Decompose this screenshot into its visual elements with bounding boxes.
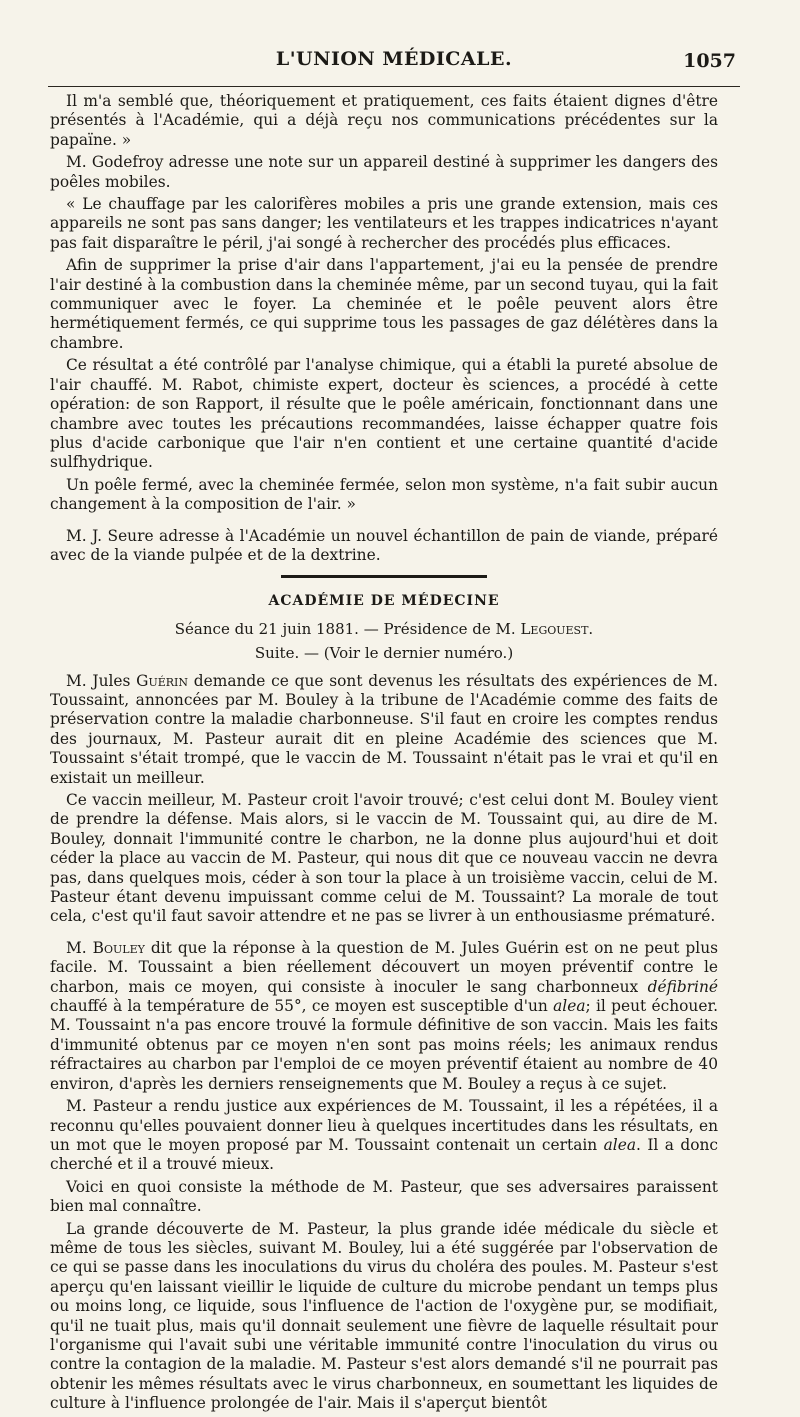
paragraph: Ce vaccin meilleur, M. Pasteur croit l'avoir trouvé; c'est celui dont M. Bouley vient de prendre la défense. Mais alors, si le vaccin de M. Toussaint qui, au dire de M. Bouley, donnait l'immunité contre le charbon, ne la donne plus aujourd'hui et doit céder la place au vaccin de M. Pasteur, qui nous dit que ce nouveau vaccin ne devra pas, dans quelques mois, céder à son tour la place à un troisième vaccin, celui de M. Pasteur étant devenu impuissant comme celui de M. Toussaint? La morale de tout cela, c'est qu'il faut savoir attendre et ne pas se livrer à un enthousiasme prématuré. xyxy=(50,791,718,926)
body-text xyxy=(50,92,718,1417)
paragraph: M. J. Seure adresse à l'Académie un nouvel échantillon de pain de viande, préparé avec de la viande pulpée et de la dextrine. xyxy=(50,526,718,564)
journal-title: L'UNION MÉDICALE. xyxy=(275,48,513,70)
paragraph: Voici en quoi consiste la méthode de M. Pasteur, que ses adversaires paraissent bien mal connaître. xyxy=(50,1177,718,1216)
paragraph: Un poêle fermé, avec la cheminée fermée, selon mon système, n'a fait subir aucun changement à la composition de l'air. » xyxy=(50,475,718,514)
paragraph: « Le chauffage par les calorifères mobiles a pris une grande extension, mais ces appareils ne sont pas sans danger; les ventilateurs et les trappes indicatrices n'ayant pas fait disparaître le péril, j'ai songé à rechercher des procédés plus efficaces. xyxy=(50,195,718,252)
president-name: Legouest xyxy=(520,619,589,638)
paragraph: M. Pasteur a rendu justice aux expériences de M. Toussaint, il les a répétées, il a reconnu qu'elles pouvaient donner lieu à quelques incertitudes dans les résultats, en un mot que le moyen proposé par M. Toussaint contenait un certain alea. Il a donc cherché et il a trouvé mieux. xyxy=(50,1097,718,1174)
paragraph: Ce résultat a été contrôlé par l'analyse chimique, qui a établi la pureté absolue de l'air chauffé. M. Rabot, chimiste expert, docteur ès sciences, a procédé à cette opération: de son Rapport, il résulte que le poêle américain, fonctionnant dans une chambre avec toutes les précautions recommandées, laisse échapper quatre fois plus d'acide carbonique que l'air n'en contient et une certaine quantité d'acide sulfhydrique. xyxy=(50,356,718,472)
speaker-name: Guérin xyxy=(136,671,189,690)
page-header xyxy=(48,42,740,87)
speaker-name: Bouley xyxy=(92,938,145,957)
paragraph: Afin de supprimer la prise d'air dans l'appartement, j'ai eu la pensée de prendre l'air destiné à la combustion dans la cheminée même, par un second tuyau, qui la fait communiquer avec le foyer. La cheminée et le poêle peuvent alors être hermétiquement fermés, ce qui supprime tous les passages de gaz délétères dans la chambre. xyxy=(50,256,718,352)
page-number: 1057 xyxy=(683,50,736,72)
paragraph: M. Bouley dit que la réponse à la question de M. Jules Guérin est on ne peut plus facile. M. Toussaint a bien réellement découvert un moyen préventif contre le charbon, mais ce moyen, qui consiste à inoculer le sang charbonneux défibriné chauffé à la température de 55°, ce moyen est susceptible d'un alea; il peut échouer. M. Toussaint n'a pas encore trouvé la formule définitive de son vaccin. Mais les faits d'immunité obtenus par ce moyen n'en sont pas moins réels; les animaux rendus réfractaires au charbon par l'emploi de ce moyen préventif étaient au nombre de 40 environ, d'après les derniers renseignements que M. Bouley a reçus à ce sujet. xyxy=(50,938,719,1093)
paragraph: La grande découverte de M. Pasteur, la plus grande idée médicale du siècle et même de tous les siècles, suivant M. Bouley, lui a été suggérée par l'observation de ce qui se passe dans les inoculations du virus du choléra des poules. M. Pasteur s'est aperçu qu'en laissant vieillir le liquide de culture du microbe pendant un temps plus ou moins long, ce liquide, sous l'influence de l'action de l'oxygène pur, se modifiait, qu'il ne tuait plus, mais qu'il donnait seulement une fièvre de laquelle résultait pour l'organisme qui l'avait subi une véritable immunité contre l'inoculation du virus ou contre la contagion de la maladie. M. Pasteur s'est alors demandé s'il ne pourrait pas obtenir les mêmes résultats avec le virus charbonneux, en soumettant les liquides de culture à l'influence prolongée de l'air. Mais il s'aperçut bientôt xyxy=(50,1219,718,1413)
paragraph: M. Godefroy adresse une note sur un appareil destiné à supprimer les dangers des poêles mobiles. xyxy=(50,153,718,191)
paragraph: Il m'a semblé que, théoriquement et pratiquement, ces faits étaient dignes d'être présentés à l'Académie, qui a déjà reçu nos communications précédentes sur la papaïne. » xyxy=(50,92,718,149)
section-title: ACADÉMIE DE MÉDECINE xyxy=(268,593,500,610)
paragraph: M. Jules Guérin demande ce que sont devenus les résultats des expériences de M. Toussaint, annoncées par M. Bouley à la tribune de l'Académie comme des faits de préservation contre la maladie charbonneuse. S'il faut en croire les comptes rendus des journaux, M. Pasteur aurait dit en pleine Académie des sciences que M. Toussaint s'était trompé, que le vaccin de M. Toussaint n'était pas le vrai et qu'il en existait un meilleur. xyxy=(50,671,718,787)
session-line: Séance du 21 juin 1881. — Présidence de M. Legouest. xyxy=(174,619,594,638)
continuation-note: Suite. — (Voir le dernier numéro.) xyxy=(254,644,514,663)
section-divider xyxy=(281,575,487,578)
